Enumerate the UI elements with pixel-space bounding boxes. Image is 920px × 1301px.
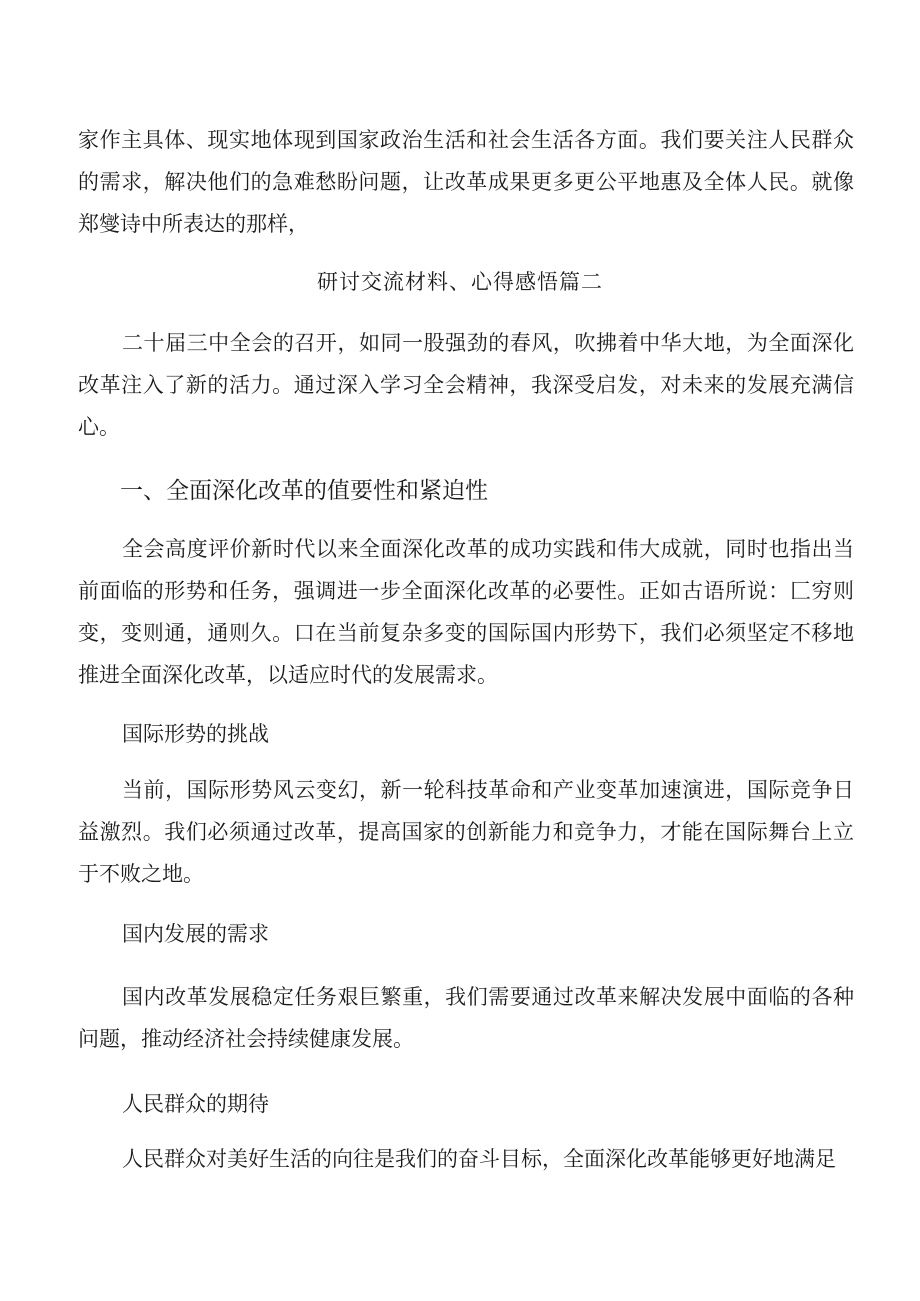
section-title: 研讨交流材料、心得感悟篇二 — [317, 270, 603, 294]
paragraph-4: 人民群众对美好生活的向往是我们的奋斗目标，全面深化改革能够更好地满足 — [122, 1147, 836, 1171]
subheading-domestic: 国内发展的需求 — [122, 922, 269, 946]
paragraph-3: 国内改革发展稳定任务艰巨繁重，我们需要通过改革来解决发展中面临的各种问题，推动经济社会持续健康发展。 — [78, 985, 854, 1051]
heading-1: 一、全面深化改革的值要性和紧迫性 — [120, 478, 488, 504]
opening-paragraph: 二十届三中全会的召开，如同一股强劲的春风，吹拂着中华大地，为全面深化改革注入了新的活力。通过深入学习全会精神，我深受启发，对未来的发展充满信心。 — [78, 331, 854, 439]
paragraph-1: 全会高度评价新时代以来全面深化改革的成功实践和伟大成就，同时也指出当前面临的形势和任务，强调进一步全面深化改革的必要性。正如古语所说：匚穷则变，变则通，通则久。口在当前复杂多变的国际国内形势下，我们必须坚定不移地推进全面深化改革，以适应时代的发展需求。 — [78, 537, 854, 687]
subheading-international: 国际形势的挑战 — [122, 722, 269, 746]
subheading-people: 人民群众的期待 — [122, 1092, 269, 1116]
paragraph-2: 当前，国际形势风云变幻，新一轮科技革命和产业变革加速演进，国际竞争日益激烈。我们必须通过改革，提高国家的创新能力和竞争力，才能在国际舞台上立于不败之地。 — [78, 778, 854, 886]
intro-paragraph: 家作主具体、现实地体现到国家政治生活和社会生活各方面。我们要关注人民群众的需求，解决他们的急难愁盼问题，让改革成果更多更公平地惠及全体人民。就像郑燮诗中所表达的那样， — [78, 128, 854, 236]
